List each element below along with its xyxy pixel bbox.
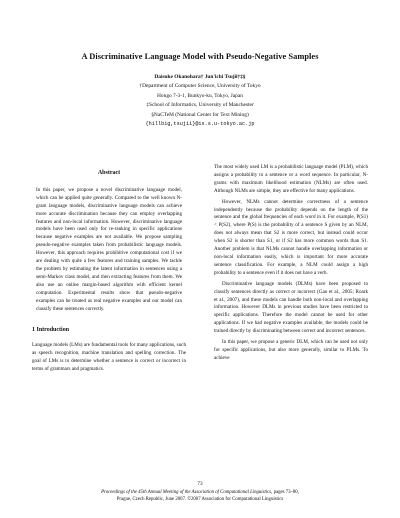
- introduction-heading: 1 Introduction: [32, 327, 70, 334]
- author-block: [0, 73, 400, 129]
- right-column: [214, 164, 368, 366]
- affiliation-line: §NaCTeM (National Center for Text Mining): [151, 111, 249, 118]
- body-paragraph: Discriminative language models (DLMs) have been proposed to classify sentences directly as correct or incorrect (Gao et al., 2005; Roark et al., 2007), and these models can handle both non-local and overlapping information. However DLMs in previous studies have been restricted to specific applications. Therefore the model cannot be used for other applications. If we had negative examples available, the models could be trained directly by discriminating between correct and incorrect sentences.: [214, 280, 368, 335]
- paper-title: A Discriminative Language Model with Pseudo-Negative Samples: [81, 52, 319, 61]
- affiliation-line: †Department of Computer Science, University of Tokyo: [139, 83, 261, 90]
- proceedings-pages: , pages 73–80,: [271, 490, 299, 495]
- body-paragraph: In this paper, we propose a generic DLM, which can be used not only for specific applications, but also more generally, similar to PLMs. To achieve: [214, 339, 368, 361]
- proceedings-line: [0, 489, 400, 496]
- abstract-heading: Abstract: [97, 170, 121, 176]
- left-column: [32, 164, 186, 377]
- abstract-text: In this paper, we propose a novel discriminative language model, which can be applied quite generally. Compared to the well known N-gram language models, discriminative language models can achieve more accurate discrimination because they can employ overlapping features and non-local information. However, discriminative language models have been used only for re-ranking in specific applications because negative examples are not available. We propose sampling pseudo-negative examples taken from probabilistic language models. However, this approach requires prohibitive computational cost if we are dealing with quite a few features and training samples. We tackle the problem by estimating the latent information in sentences using a semi-Markov class model, and then extracting features from them. We also use an online margin-based algorithm with efficient kernel computation. Experimental results show that pseudo-negative examples can be treated as real negative examples and our model can classify these sentences correctly.: [36, 186, 182, 312]
- body-paragraph: The most widely used LM is a probabilistic language model (PLM), which assigns a probability to a sentence or a word sequence. In particular, N-grams with maximum likelihood estimation (NLMs) are often used. Although NLMs are simple, they are effective for many applications.: [214, 164, 368, 194]
- body-paragraph: However, NLMs cannot determine correctness of a sentence independently because the probability depends on the length of the sentence and the global frequencies of each word in it. For example, P(S1) < P(S2), where P(S) is the probability of a sentence S given by an NLM, does not always mean that S2 is more correct, but instead could occur when S2 is shorter than S1, or if S2 has more common words than S1. Another problem is that NLMs cannot handle overlapping information or non-local information easily, which is important for more accurate sentence classification. For example, a NLM could assign a high probability to a sentence even if it does not have a verb.: [214, 198, 368, 276]
- page-footer: [0, 481, 400, 503]
- affiliation-line: ‡School of Informatics, University of Manchester: [146, 102, 254, 109]
- author-names: Daisuke Okanohara† Jun'ichi Tsujii†‡§: [154, 74, 246, 80]
- proceedings-title: Proceedings of the 45th Annual Meeting of the Association of Computational Linguistics: [101, 490, 272, 495]
- affiliation-line: Hongo 7-3-1, Bunkyo-ku, Tokyo, Japan: [157, 92, 243, 99]
- copyright-line: Prague, Czech Republic, June 2007. ©2007 Association for Computational Linguistics: [116, 497, 284, 502]
- author-email: {hillbig,tsujii}@is.s.u-tokyo.ac.jp: [145, 121, 255, 128]
- introduction-paragraph: Language models (LMs) are fundamental tools for many applications, such as speech recognition, machine translation and spelling correction. The goal of LMs is to determine whether a sentence is correct or incorrect in terms of grammars and pragmatics.: [32, 342, 186, 373]
- page-number: 73: [197, 481, 203, 487]
